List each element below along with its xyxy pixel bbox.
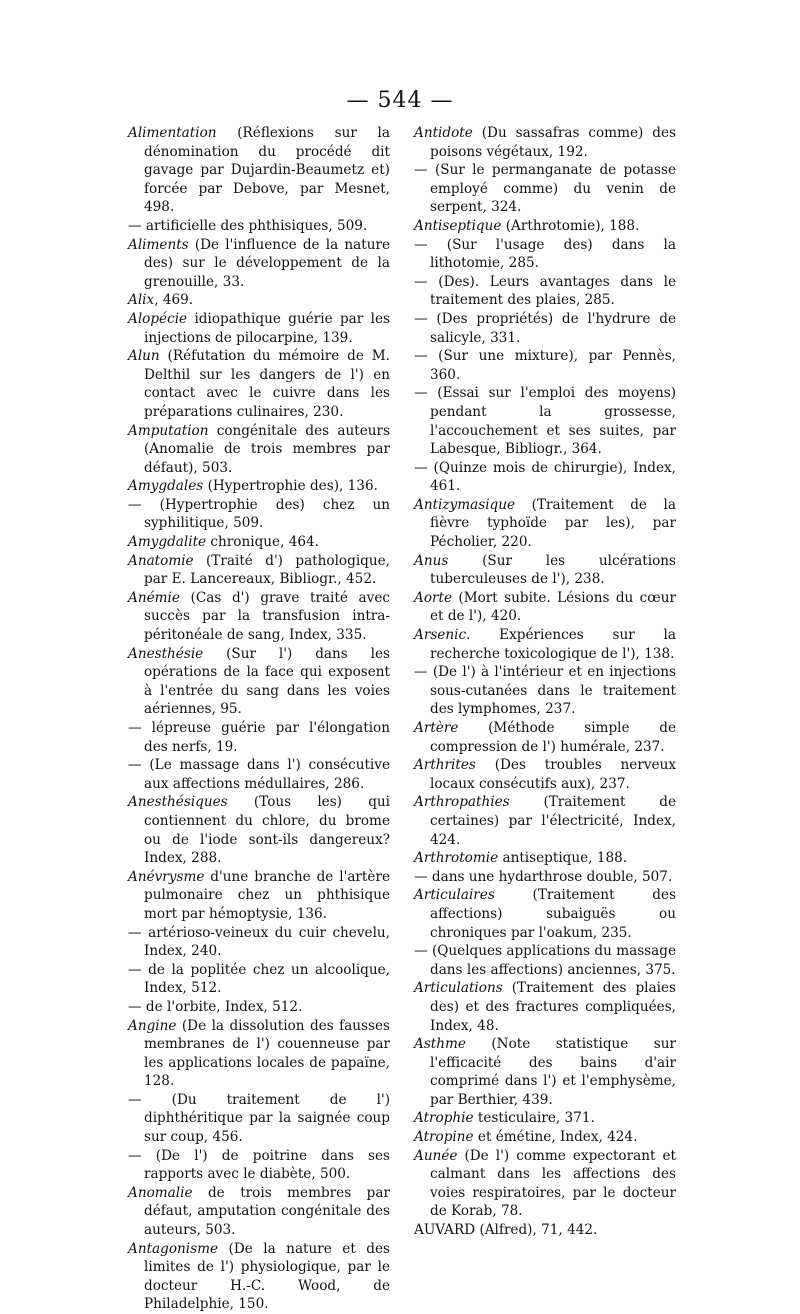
- index-entry: [128, 310, 390, 347]
- index-entry: [414, 793, 676, 849]
- entry-text: AUVARD (Alfred), 71, 442.: [414, 1222, 598, 1239]
- entry-text: — (De l') de poitrine dans ses rapports avec le diabète, 500.: [128, 1147, 390, 1183]
- entry-text: — (Sur le permanganate de potasse employé comme) du venin de serpent, 324.: [414, 162, 676, 216]
- index-entry: [128, 719, 390, 756]
- entry-text: — (Le massage dans l') consécutive aux affections médullaires, 286.: [128, 757, 390, 792]
- entry-heading: Antagonisme: [128, 1240, 219, 1257]
- entry-heading: Anus: [414, 552, 449, 569]
- index-entry: [128, 422, 390, 478]
- index-entry: [414, 756, 676, 793]
- entry-text: (Du sassafras comme) des poisons végétaux, 192.: [430, 125, 676, 160]
- entry-heading: Anesthésiques: [128, 794, 228, 811]
- index-entry: [128, 961, 390, 998]
- index-entry: [414, 942, 676, 979]
- index-entry: [414, 1221, 676, 1240]
- index-entry: [414, 1109, 676, 1128]
- index-entry: [414, 347, 676, 384]
- index-entry: [414, 886, 676, 942]
- entry-text: (De la dissolution des fausses membranes de l') couenneuse par les applications locales de papaïne, 128.: [144, 1017, 390, 1090]
- entry-text: et émétine, Index, 424.: [473, 1129, 638, 1146]
- entry-text: (Traitement des affections) subaiguës ou chroniques par l'oakum, 235.: [430, 887, 676, 941]
- entry-text: (Hypertrophie des), 136.: [203, 478, 378, 495]
- entry-text: (Mort subite. Lésions du cœur et de l'), 420.: [430, 589, 676, 625]
- entry-text: (Traitement de certaines) par l'électricité, Index, 424.: [430, 794, 676, 848]
- index-entry: [414, 1035, 676, 1109]
- index-entry: [128, 1240, 390, 1314]
- index-columns: [128, 124, 676, 1314]
- entry-text: — (De l') à l'intérieur et en injections sous-cutanées dans le traitement des lymphomes, 237.: [414, 664, 676, 718]
- entry-text: (Tous les) qui contiennent du chlore, du brome ou de l'iode sont-ils dangereux? Index, 288.: [144, 794, 390, 867]
- index-entry: [414, 719, 676, 756]
- entry-text: — artificielle des phthisiques, 509.: [128, 217, 368, 234]
- entry-text: (Cas d') grave traité avec succès par la transfusion intra-péritonéale de sang, Index, 335.: [144, 589, 390, 644]
- entry-text: — de l'orbite, Index, 512.: [128, 998, 303, 1015]
- entry-text: — lépreuse guérie par l'élongation des nerfs, 19.: [128, 720, 390, 755]
- index-entry: [414, 124, 676, 161]
- entry-text: — artérioso-veineux du cuir chevelu, Index, 240.: [128, 924, 390, 960]
- entry-text: (Traitement de la fièvre typhoïde par les), par Pécholier, 220.: [430, 496, 676, 551]
- entry-heading: Atropine: [414, 1129, 474, 1146]
- entry-heading: Atrophie: [414, 1110, 474, 1127]
- index-entry: [128, 291, 390, 310]
- entry-text: — (Sur l'usage des) dans la lithotomie, 285.: [414, 236, 676, 272]
- entry-text: de trois membres par défaut, amputation congénitale des auteurs, 503.: [144, 1184, 390, 1239]
- entry-heading: Anatomie: [128, 552, 194, 569]
- index-entry: [128, 124, 390, 217]
- entry-heading: Alopécie: [128, 310, 188, 327]
- entry-text: (De l') comme expectorant et calmant dans les affections des voies respiratoires, par le docteur de Korab, 78.: [430, 1147, 676, 1220]
- index-entry: [128, 477, 390, 496]
- index-entry: [414, 979, 676, 1035]
- index-entry: [414, 1147, 676, 1221]
- index-entry: [128, 868, 390, 924]
- index-entry: [128, 793, 390, 867]
- entry-text: testiculaire, 371.: [473, 1110, 595, 1127]
- entry-heading: Arthrotomie: [414, 850, 499, 867]
- index-entry: [128, 1147, 390, 1184]
- index-entry: [128, 1184, 390, 1240]
- index-entry: [128, 998, 390, 1017]
- entry-heading: Alimentation: [128, 125, 217, 141]
- index-entry: [414, 552, 676, 589]
- entry-heading: Amygdales: [128, 478, 204, 495]
- entry-text: (Méthode simple de compression de l') humérale, 237.: [430, 720, 676, 755]
- entry-heading: Alix: [128, 292, 155, 309]
- entry-text: — (Hypertrophie des) chez un syphilitique, 509.: [128, 496, 390, 532]
- entry-text: — (Sur une mixture), par Pennès, 360.: [414, 348, 676, 383]
- entry-heading: Anévrysme: [128, 868, 205, 885]
- entry-text: — de la poplitée chez un alcoolique, Index, 512.: [128, 961, 390, 997]
- index-entry: [128, 756, 390, 793]
- entry-text: — (Des). Leurs avantages dans le traitement des plaies, 285.: [414, 273, 676, 309]
- entry-heading: Amygdalite: [128, 534, 207, 551]
- entry-text: , 469.: [154, 292, 194, 309]
- index-entry: [128, 924, 390, 961]
- index-entry: [128, 347, 390, 421]
- entry-heading: Arthrites: [414, 757, 476, 774]
- index-entry: [414, 459, 676, 496]
- index-entry: [128, 589, 390, 645]
- entry-text: — dans une hydarthrose double, 507.: [414, 868, 673, 885]
- left-column: [128, 124, 390, 1314]
- entry-heading: Aunée: [414, 1147, 458, 1164]
- entry-text: (Note statistique sur l'efficacité des bains d'air comprimé dans l') et l'emphysème, par Berthier, 439.: [430, 1036, 676, 1108]
- index-entry: [414, 384, 676, 458]
- entry-heading: Arthropathies: [414, 794, 510, 811]
- entry-text: (Sur les ulcérations tuberculeuses de l'), 238.: [430, 552, 676, 588]
- entry-text: — (Du traitement de l') diphthéritique par la saignée coup sur coup, 456.: [128, 1091, 390, 1146]
- right-column: [414, 124, 676, 1314]
- entry-text: (Réflexions sur la dénomination du procédé dit gavage par Dujardin-Beaumetz et) forcée par Debove, par Mesnet, 498.: [144, 125, 390, 216]
- entry-text: (De l'influence de la nature des) sur le développement de la grenouille, 33.: [144, 236, 390, 290]
- entry-text: (Traitement des plaies des) et des fractures compliquées, Index, 48.: [430, 980, 676, 1034]
- entry-text: (De la nature et des limites de l') physiologique, par le docteur H.-C. Wood, de Philadelphie, 150.: [144, 1240, 390, 1313]
- entry-text: (Réfutation du mémoire de M. Delthil sur les dangers de l') en contact avec le cuivre dans les préparations culinaires, 230.: [144, 348, 390, 420]
- entry-heading: Antidote: [414, 125, 473, 141]
- index-entry: [128, 645, 390, 719]
- entry-heading: Articulaires: [414, 887, 495, 904]
- entry-text: (Traité d') pathologique, par E. Lancereaux, Bibliogr., 452.: [144, 552, 390, 588]
- entry-heading: Aliments: [128, 236, 189, 253]
- entry-text: — (Quelques applications du massage dans les affections) anciennes, 375.: [414, 943, 676, 978]
- entry-text: congénitale des auteurs (Anomalie de trois membres par défaut), 503.: [144, 422, 390, 476]
- index-entry: [128, 496, 390, 533]
- index-entry: [414, 236, 676, 273]
- entry-text: — (Essai sur l'emploi des moyens) pendant la grossesse, l'accouchement et ses suites, par Labesque, Bibliogr., 364.: [414, 385, 676, 458]
- entry-text: chronique, 464.: [206, 534, 319, 551]
- entry-heading: Articulations: [414, 980, 503, 997]
- page-number: — 544 —: [346, 88, 454, 113]
- entry-text: (Des troubles nerveux locaux consécutifs aux), 237.: [430, 757, 676, 792]
- index-entry: [414, 589, 676, 626]
- entry-heading: Amputation: [128, 422, 209, 439]
- entry-text: — (Quinze mois de chirurgie), Index, 461.: [414, 459, 676, 495]
- index-entry: [414, 1128, 676, 1147]
- entry-heading: Aorte: [414, 589, 453, 606]
- index-entry: [414, 868, 676, 887]
- index-entry: [414, 217, 676, 236]
- index-entry: [128, 1017, 390, 1091]
- entry-heading: Anémie: [128, 589, 180, 606]
- entry-text: idiopathique guérie par les injections de pilocarpine, 139.: [144, 310, 390, 346]
- entry-text: antiseptique, 188.: [498, 850, 628, 867]
- entry-heading: Alun: [128, 348, 160, 365]
- index-entry: [128, 533, 390, 552]
- entry-text: (Sur l') dans les opérations de la face qui exposent à l'entrée du sang dans les voies aériennes, 95.: [144, 645, 390, 718]
- entry-heading: Antiseptique: [414, 217, 502, 234]
- index-entry: [414, 663, 676, 719]
- index-entry: [128, 552, 390, 589]
- entry-heading: Anesthésie: [128, 645, 204, 662]
- index-entry: [414, 310, 676, 347]
- index-entry: [128, 217, 390, 236]
- index-entry: [414, 849, 676, 868]
- index-entry: [414, 626, 676, 663]
- entry-heading: Anomalie: [128, 1184, 193, 1201]
- entry-text: . Expériences sur la recherche toxicologique de l'), 138.: [430, 627, 676, 662]
- entry-heading: Antizymasique: [414, 496, 516, 513]
- entry-heading: Angine: [128, 1017, 177, 1034]
- entry-text: (Arthrotomie), 188.: [501, 217, 640, 234]
- index-entry: [128, 236, 390, 292]
- entry-heading: Artère: [414, 720, 459, 736]
- entry-text: d'une branche de l'artère pulmonaire chez un phthisique mort par hémoptysie, 136.: [144, 868, 390, 922]
- entry-text: — (Des propriétés) de l'hydrure de salicyle, 331.: [414, 310, 676, 346]
- index-entry: [414, 496, 676, 552]
- entry-heading: Asthme: [414, 1036, 466, 1053]
- index-entry: [414, 161, 676, 217]
- entry-heading: Arsenic: [414, 627, 467, 644]
- index-entry: [414, 273, 676, 310]
- index-entry: [128, 1091, 390, 1147]
